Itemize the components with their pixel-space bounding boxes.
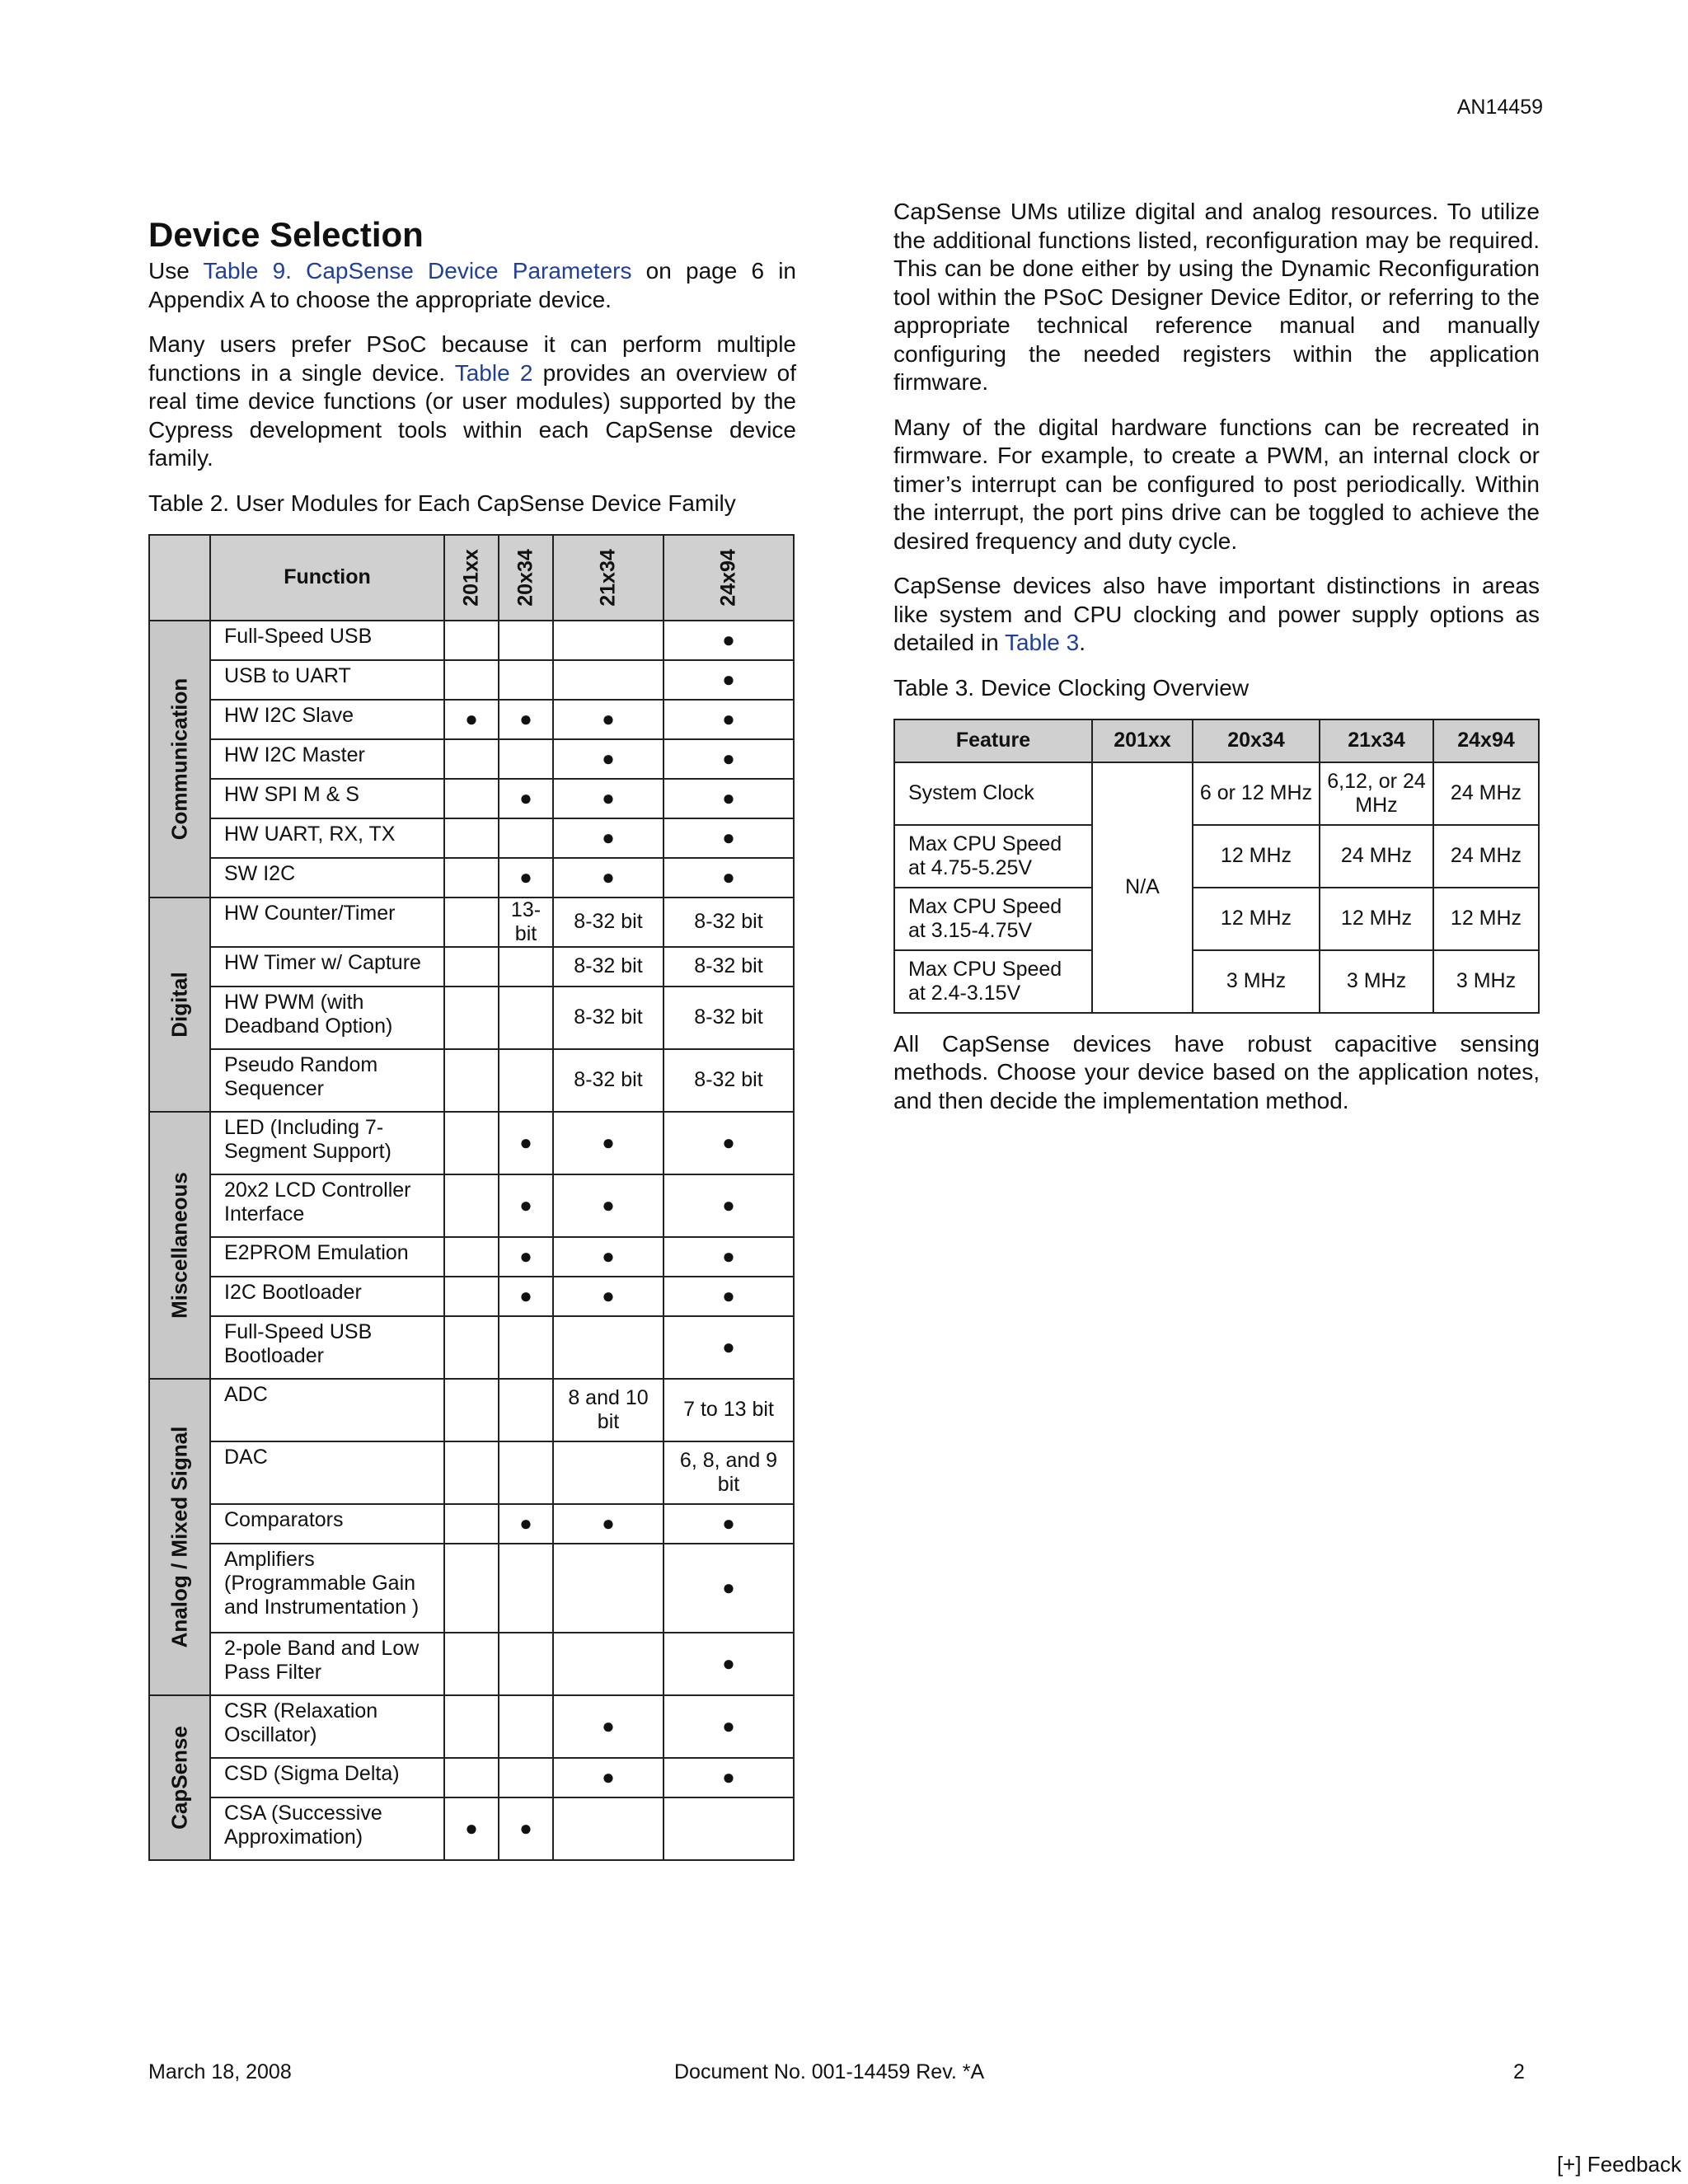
group-label: Analog / Mixed Signal — [166, 1426, 192, 1647]
section-title: Device Selection — [148, 215, 424, 254]
value-cell: 12 MHz — [1193, 888, 1320, 950]
table-row — [894, 888, 1539, 950]
feature-cell: System Clock — [894, 762, 1092, 825]
function-cell: Full-Speed USB Bootloader — [210, 1316, 444, 1379]
support-cell — [499, 1544, 553, 1633]
function-cell: HW UART, RX, TX — [210, 818, 444, 858]
value-cell: 6,12, or 24 MHz — [1320, 762, 1433, 825]
table-row — [149, 1695, 794, 1758]
support-cell: ● — [663, 858, 794, 898]
value-cell: 6 or 12 MHz — [1193, 762, 1320, 825]
function-cell: HW Counter/Timer — [210, 898, 444, 947]
support-cell — [444, 858, 499, 898]
feature-cell: Max CPU Speed at 2.4-3.15V — [894, 950, 1092, 1013]
support-cell: ● — [499, 1112, 553, 1174]
function-cell: HW SPI M & S — [210, 779, 444, 818]
support-cell: ● — [663, 739, 794, 779]
support-cell — [553, 621, 663, 660]
support-cell — [553, 1797, 663, 1860]
feedback-link[interactable]: [+] Feedback — [1556, 2152, 1681, 2177]
support-cell — [499, 987, 553, 1049]
value-cell: 3 MHz — [1193, 950, 1320, 1013]
table-row — [149, 947, 794, 987]
support-cell: ● — [553, 1237, 663, 1277]
support-cell — [499, 1633, 553, 1695]
support-cell — [444, 1379, 499, 1441]
support-cell: 13-bit — [499, 898, 553, 947]
table2-caption: Table 2. User Modules for Each CapSense Device Family — [148, 490, 736, 516]
function-cell: ADC — [210, 1379, 444, 1441]
support-cell — [553, 1633, 663, 1695]
function-cell: 20x2 LCD Controller Interface — [210, 1174, 444, 1237]
paragraph-firmware: Many of the digital hardware functions can be recreated in firmware. For example, to create a PWM, an internal clock or timer’s interrupt can be configured to post periodically. Within the interrupt, the port pins drive can be toggled to achieve the desired frequency and duty cycle. — [893, 414, 1540, 554]
support-cell: ● — [553, 1112, 663, 1174]
support-cell: ● — [663, 1758, 794, 1797]
group-label-cell — [149, 1695, 210, 1860]
text: provides an overview of real time device functions (or user modules) supported by the Cypress development tools within each CapSense device family. — [148, 359, 796, 471]
support-cell: ● — [499, 1174, 553, 1237]
support-cell: ● — [663, 1112, 794, 1174]
support-cell: ● — [663, 1695, 794, 1758]
support-cell — [499, 1379, 553, 1441]
table-row — [894, 950, 1539, 1013]
table-row — [149, 818, 794, 858]
support-cell — [499, 1316, 553, 1379]
support-cell — [444, 739, 499, 779]
value-cell: 24 MHz — [1433, 762, 1539, 825]
function-cell: E2PROM Emulation — [210, 1237, 444, 1277]
support-cell — [663, 1797, 794, 1860]
table-header-function: Function — [210, 535, 444, 621]
function-cell: CSR (Relaxation Oscillator) — [210, 1695, 444, 1758]
support-cell: ● — [553, 1277, 663, 1316]
value-cell: 24 MHz — [1433, 825, 1539, 888]
function-cell: CSD (Sigma Delta) — [210, 1758, 444, 1797]
support-cell — [444, 779, 499, 818]
document-id: AN14459 — [1456, 96, 1543, 119]
na-cell: N/A — [1092, 762, 1193, 1013]
table-row — [894, 762, 1539, 825]
table-row — [149, 1049, 794, 1112]
value-cell: 12 MHz — [1320, 888, 1433, 950]
table-row — [149, 621, 794, 660]
support-cell: ● — [663, 1544, 794, 1633]
table-row — [149, 1758, 794, 1797]
support-cell: 8-32 bit — [663, 1049, 794, 1112]
support-cell: ● — [499, 779, 553, 818]
support-cell: ● — [444, 1797, 499, 1860]
support-cell — [444, 898, 499, 947]
support-cell: ● — [663, 1316, 794, 1379]
support-cell: ● — [663, 1237, 794, 1277]
support-cell: ● — [553, 739, 663, 779]
header-text: 21x34 — [596, 548, 620, 607]
support-cell: ● — [499, 1277, 553, 1316]
support-cell: ● — [663, 818, 794, 858]
support-cell: ● — [499, 858, 553, 898]
table-header-21x34: 21x34 — [1320, 719, 1433, 762]
paragraph-distinctions — [893, 572, 1540, 658]
feature-cell: Max CPU Speed at 4.75-5.25V — [894, 825, 1092, 888]
table-header-24x94 — [663, 535, 794, 621]
table-row — [149, 1174, 794, 1237]
paragraph-resources: CapSense UMs utilize digital and analog resources. To utilize the additional functions listed, reconfiguration may be required. This can be done either by using the Dynamic Reconfiguration tool within the PSoC Designer Device Editor, or referring to the appropriate technical reference manual and manually configuring the needed registers within the application firmware. — [893, 199, 1540, 395]
support-cell: ● — [663, 660, 794, 700]
support-cell: 8-32 bit — [553, 947, 663, 987]
support-cell: ● — [553, 700, 663, 739]
paragraph-overview — [148, 330, 796, 473]
text: Use — [148, 258, 204, 284]
table-header-21x34 — [553, 535, 663, 621]
table-row — [149, 1441, 794, 1504]
support-cell: ● — [553, 818, 663, 858]
support-cell — [444, 660, 499, 700]
support-cell — [444, 1504, 499, 1544]
support-cell — [499, 818, 553, 858]
group-label-cell — [149, 1379, 210, 1695]
support-cell: ● — [553, 858, 663, 898]
function-cell: HW Timer w/ Capture — [210, 947, 444, 987]
support-cell: ● — [553, 1695, 663, 1758]
value-cell: 12 MHz — [1433, 888, 1539, 950]
support-cell — [553, 660, 663, 700]
group-label: Digital — [166, 971, 192, 1038]
function-cell: HW I2C Master — [210, 739, 444, 779]
support-cell — [499, 739, 553, 779]
group-label: Communication — [166, 677, 192, 840]
value-cell: 12 MHz — [1193, 825, 1320, 888]
support-cell — [553, 1544, 663, 1633]
table-row — [149, 898, 794, 947]
support-cell: ● — [499, 1237, 553, 1277]
support-cell: ● — [553, 779, 663, 818]
table-header-201xx — [444, 535, 499, 621]
paragraph-conclusion: All CapSense devices have robust capacitive sensing methods. Choose your device based on the application notes, and then decide the implementation method. — [893, 1030, 1540, 1113]
support-cell — [499, 1695, 553, 1758]
group-label-cell — [149, 621, 210, 898]
function-cell: LED (Including 7-Segment Support) — [210, 1112, 444, 1174]
support-cell: 8-32 bit — [663, 947, 794, 987]
header-text: 20x34 — [513, 548, 537, 607]
support-cell: ● — [444, 700, 499, 739]
table-header-20x34 — [499, 535, 553, 621]
function-cell: Pseudo Random Sequencer — [210, 1049, 444, 1112]
support-cell — [444, 818, 499, 858]
function-cell: I2C Bootloader — [210, 1277, 444, 1316]
support-cell: ● — [553, 1758, 663, 1797]
support-cell: 8-32 bit — [553, 898, 663, 947]
header-text: 201xx — [459, 548, 483, 607]
footer-date: March 18, 2008 — [148, 2060, 292, 2083]
support-cell — [499, 947, 553, 987]
support-cell: ● — [663, 1633, 794, 1695]
group-label-cell — [149, 1112, 210, 1379]
support-cell: ● — [499, 1504, 553, 1544]
text: . — [1079, 630, 1086, 655]
function-cell: SW I2C — [210, 858, 444, 898]
table-header-group — [149, 535, 210, 621]
table-row — [149, 1379, 794, 1441]
table-header-20x34: 20x34 — [1193, 719, 1320, 762]
support-cell: 8 and 10 bit — [553, 1379, 663, 1441]
support-cell — [499, 1049, 553, 1112]
footer-page-number: 2 — [1513, 2060, 1525, 2083]
table-row — [149, 1504, 794, 1544]
support-cell — [553, 1316, 663, 1379]
support-cell — [553, 1441, 663, 1504]
table3-caption: Table 3. Device Clocking Overview — [893, 674, 1250, 701]
support-cell: ● — [553, 1504, 663, 1544]
link-table3[interactable]: Table 3 — [1004, 630, 1080, 655]
function-cell: DAC — [210, 1441, 444, 1504]
support-cell: 8-32 bit — [663, 987, 794, 1049]
function-cell: CSA (Successive Approximation) — [210, 1797, 444, 1860]
support-cell — [444, 1049, 499, 1112]
support-cell — [444, 1237, 499, 1277]
support-cell — [499, 621, 553, 660]
support-cell — [444, 1316, 499, 1379]
support-cell — [444, 987, 499, 1049]
group-label: CapSense — [166, 1725, 192, 1830]
support-cell — [444, 1633, 499, 1695]
support-cell — [499, 660, 553, 700]
support-cell: ● — [663, 621, 794, 660]
footer-document-number: Document No. 001-14459 Rev. *A — [674, 2060, 985, 2083]
text: CapSense devices also have important distinctions in areas like system and CPU clocking and power supply options as detailed in — [893, 573, 1540, 655]
support-cell: 8-32 bit — [553, 1049, 663, 1112]
function-cell: Comparators — [210, 1504, 444, 1544]
support-cell: 6, 8, and 9 bit — [663, 1441, 794, 1504]
support-cell — [444, 1277, 499, 1316]
table-row — [149, 1797, 794, 1860]
left-column — [148, 214, 796, 1861]
table-row — [149, 660, 794, 700]
value-cell: 24 MHz — [1320, 825, 1433, 888]
support-cell — [444, 1112, 499, 1174]
table-header-24x94: 24x94 — [1433, 719, 1539, 762]
table-row — [149, 1112, 794, 1174]
table-row — [149, 779, 794, 818]
support-cell — [444, 621, 499, 660]
user-modules-table — [148, 534, 795, 1861]
function-cell: HW I2C Slave — [210, 700, 444, 739]
support-cell: ● — [499, 700, 553, 739]
feature-cell: Max CPU Speed at 3.15-4.75V — [894, 888, 1092, 950]
support-cell — [499, 1758, 553, 1797]
text: Many users prefer PSoC because it can perform multiple functions in a single device. — [148, 331, 796, 386]
table-row — [149, 739, 794, 779]
function-cell: Amplifiers (Programmable Gain and Instrumentation ) — [210, 1544, 444, 1633]
table-row — [149, 1544, 794, 1633]
table-header-feature: Feature — [894, 719, 1092, 762]
support-cell — [444, 1174, 499, 1237]
table-header-201xx: 201xx — [1092, 719, 1193, 762]
header-text: 24x94 — [716, 548, 740, 607]
table-row — [894, 825, 1539, 888]
function-cell: 2-pole Band and Low Pass Filter — [210, 1633, 444, 1695]
support-cell: ● — [663, 1277, 794, 1316]
table-row — [149, 987, 794, 1049]
support-cell — [444, 947, 499, 987]
group-label-cell — [149, 898, 210, 1112]
support-cell: ● — [663, 779, 794, 818]
support-cell — [444, 1441, 499, 1504]
table-row — [149, 858, 794, 898]
function-cell: USB to UART — [210, 660, 444, 700]
link-table2[interactable]: Table 2 — [454, 359, 533, 386]
support-cell — [444, 1544, 499, 1633]
text: on page 6 in Appendix A to choose the appropriate device. — [148, 258, 797, 312]
support-cell: ● — [553, 1174, 663, 1237]
value-cell: 3 MHz — [1433, 950, 1539, 1013]
table-row — [149, 1237, 794, 1277]
table-row — [149, 1633, 794, 1695]
function-cell: Full-Speed USB — [210, 621, 444, 660]
function-cell: HW PWM (with Deadband Option) — [210, 987, 444, 1049]
link-table9[interactable]: Table 9. CapSense Device Parameters — [203, 258, 632, 284]
support-cell — [499, 1441, 553, 1504]
support-cell: 8-32 bit — [663, 898, 794, 947]
support-cell: 8-32 bit — [553, 987, 663, 1049]
support-cell: ● — [663, 1174, 794, 1237]
value-cell: 3 MHz — [1320, 950, 1433, 1013]
support-cell — [444, 1695, 499, 1758]
support-cell: ● — [499, 1797, 553, 1860]
right-column — [893, 198, 1540, 1132]
table-row — [149, 1277, 794, 1316]
support-cell: ● — [663, 1504, 794, 1544]
support-cell: 7 to 13 bit — [663, 1379, 794, 1441]
clocking-table — [893, 719, 1540, 1014]
group-label: Miscellaneous — [166, 1171, 192, 1319]
paragraph-intro — [148, 257, 796, 314]
table-row — [149, 700, 794, 739]
table-row — [149, 1316, 794, 1379]
support-cell: ● — [663, 700, 794, 739]
support-cell — [444, 1758, 499, 1797]
